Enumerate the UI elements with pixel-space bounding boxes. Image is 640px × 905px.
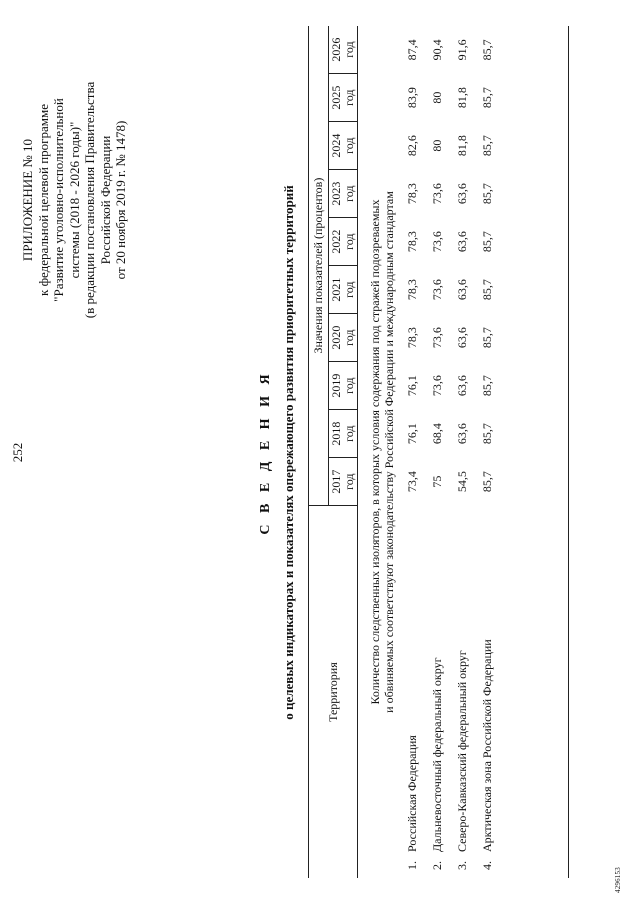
value-cell: 91,6 — [454, 39, 469, 61]
territory-column-header: Территория — [309, 506, 358, 878]
value-cell: 63,6 — [454, 423, 469, 445]
document-subtitle: о целевых индикаторах и показателях опережающего развития приоритетных территорий — [281, 185, 296, 720]
value-cell: 78,3 — [404, 231, 419, 253]
value-cell: 85,7 — [479, 87, 494, 109]
value-cell: 80 — [429, 139, 444, 152]
year-header: 2019 год — [329, 362, 358, 410]
year-header: 2017 год — [329, 458, 358, 506]
year-header: 2026 год — [329, 26, 358, 74]
value-cell: 68,4 — [429, 423, 444, 445]
value-cell: 75 — [429, 475, 444, 488]
year-header: 2024 год — [329, 122, 358, 170]
year-header: 2022 год — [329, 218, 358, 266]
value-cell: 90,4 — [429, 39, 444, 61]
values-group-header: Значения показателей (процентов) — [309, 26, 329, 506]
value-cell: 73,6 — [429, 279, 444, 301]
appendix-line: к федеральной целевой программе — [35, 104, 51, 296]
appendix-header — [20, 40, 129, 360]
year-header: 2020 год — [329, 314, 358, 362]
territory-cell: 3.Северо-Кавказский федеральный округ — [454, 650, 469, 870]
appendix-line: "Развитие уголовно-исполнительной — [51, 98, 66, 302]
year-header: 2021 год — [329, 266, 358, 314]
value-cell: 78,3 — [404, 183, 419, 205]
value-cell: 73,4 — [404, 471, 419, 493]
value-cell: 85,7 — [479, 471, 494, 493]
territory-cell: 2.Дальневосточный федеральный округ — [429, 657, 444, 870]
table-row — [474, 26, 499, 878]
document-id: 4296153 — [614, 867, 622, 893]
value-cell: 85,7 — [479, 423, 494, 445]
value-cell: 73,6 — [429, 375, 444, 397]
appendix-line: системы (2018 - 2026 годы)" — [66, 121, 82, 279]
value-cell: 63,6 — [454, 327, 469, 349]
appendix-line: (в редакции постановления Правительства — [82, 81, 97, 319]
table-bottom-rule — [568, 26, 569, 878]
value-cell: 73,6 — [429, 231, 444, 253]
appendix-line: Российской Федерации — [97, 135, 113, 265]
year-header: 2025 год — [329, 74, 358, 122]
value-cell: 81,8 — [454, 87, 469, 109]
territory-cell: 1.Российская Федерация — [404, 735, 419, 870]
value-cell: 76,1 — [404, 423, 419, 445]
value-cell: 85,7 — [479, 279, 494, 301]
value-cell: 63,6 — [454, 183, 469, 205]
value-cell: 54,5 — [454, 471, 469, 493]
section-row — [358, 26, 400, 878]
table-row — [399, 26, 424, 878]
value-cell: 87,4 — [404, 39, 419, 61]
territory-cell: 4.Арктическая зона Российской Федерации — [479, 639, 494, 870]
value-cell: 76,1 — [404, 375, 419, 397]
table-row — [424, 26, 449, 878]
appendix-line: от 20 ноября 2019 г. № 1478) — [113, 120, 128, 280]
value-cell: 81,8 — [454, 135, 469, 157]
value-cell: 63,6 — [454, 375, 469, 397]
value-cell: 80 — [429, 91, 444, 104]
year-header: 2018 год — [329, 410, 358, 458]
value-cell: 85,7 — [479, 375, 494, 397]
value-cell: 85,7 — [479, 135, 494, 157]
document-title: С В Е Д Е Н И Я — [258, 370, 273, 535]
page-number: 252 — [10, 442, 25, 463]
value-cell: 63,6 — [454, 279, 469, 301]
value-cell: 85,7 — [479, 183, 494, 205]
value-cell: 78,3 — [404, 279, 419, 301]
value-cell: 78,3 — [404, 327, 419, 349]
section-caption: Количество следственных изоляторов, в которых условия содержания под стражей подозреваемых и обвиняемых соответствуют законодательству Российской Федерации и международным стандартам — [368, 191, 396, 713]
table-header-row — [309, 26, 329, 878]
year-header: 2023 год — [329, 170, 358, 218]
value-cell: 63,6 — [454, 231, 469, 253]
value-cell: 73,6 — [429, 183, 444, 205]
value-cell: 85,7 — [479, 39, 494, 61]
value-cell: 85,7 — [479, 231, 494, 253]
appendix-line: ПРИЛОЖЕНИЕ № 10 — [20, 138, 35, 262]
value-cell: 73,6 — [429, 327, 444, 349]
table-row — [449, 26, 474, 878]
value-cell: 85,7 — [479, 327, 494, 349]
indicators-table — [308, 26, 499, 878]
value-cell: 82,6 — [404, 135, 419, 157]
value-cell: 83,9 — [404, 87, 419, 109]
